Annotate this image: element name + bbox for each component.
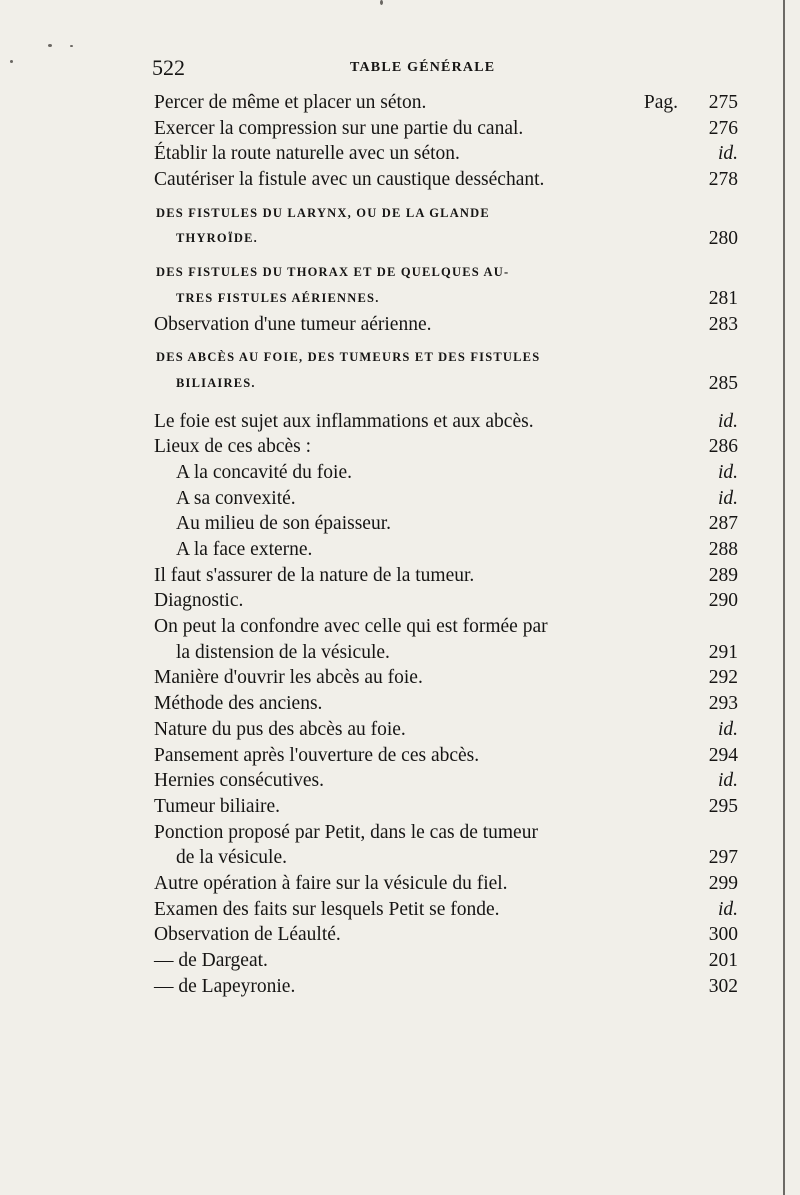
index-entry <box>154 922 738 948</box>
entry-page: 294 <box>708 744 738 766</box>
index-entry <box>154 691 738 717</box>
entry-text: la distension de la vésicule. <box>176 641 390 663</box>
section-heading <box>154 345 738 371</box>
entry-text: Observation d'une tumeur aérienne. <box>154 313 432 335</box>
index-entry <box>154 563 738 589</box>
entry-page: 299 <box>708 872 738 894</box>
entry-page: 297 <box>708 847 738 869</box>
index-entry <box>154 409 738 435</box>
entry-page: 289 <box>708 564 738 586</box>
entry-text: Diagnostic. <box>154 590 244 612</box>
ink-speck <box>70 45 73 47</box>
entry-page: id. <box>717 461 738 483</box>
entry-text: Manière d'ouvrir les abcès au foie. <box>154 667 423 689</box>
index-subentry <box>154 486 738 512</box>
index-entry <box>154 116 738 142</box>
entry-page: id. <box>717 143 738 165</box>
section-heading-text: DES ABCÈS AU FOIE, DES TUMEURS ET DES FISTULES <box>156 350 541 365</box>
index-entry <box>154 434 738 460</box>
index-entry <box>154 90 738 116</box>
index-entry <box>154 794 738 820</box>
entry-text: Le foie est sujet aux inflammations et aux abcès. <box>154 410 534 432</box>
running-title: TABLE GÉNÉRALE <box>350 60 496 75</box>
index-subentry <box>154 537 738 563</box>
index-entry <box>154 588 738 614</box>
entry-page: id. <box>717 487 738 509</box>
index-entry <box>154 141 738 167</box>
index-entry <box>154 974 738 1000</box>
entry-text: Hernies consécutives. <box>154 770 325 792</box>
page-header <box>152 55 712 81</box>
entry-page: 275 <box>708 92 738 113</box>
entry-page: 295 <box>708 795 738 817</box>
entry-text: Au milieu de son épaisseur. <box>176 513 392 535</box>
ink-speck <box>48 44 52 47</box>
entry-text: Examen des faits sur lesquels Petit se fonde. <box>154 898 500 920</box>
index-entry-continuation <box>154 845 738 871</box>
entry-text: Autre opération à faire sur la vésicule du fiel. <box>154 872 508 894</box>
entry-page: 285 <box>708 372 738 394</box>
section-heading <box>154 286 738 312</box>
entry-text: Établir la route naturelle avec un séton. <box>154 143 460 165</box>
entry-page: 281 <box>708 287 738 309</box>
index-entry <box>154 743 738 769</box>
index-entry <box>154 820 738 846</box>
ink-speck <box>10 60 13 63</box>
section-heading <box>154 371 738 397</box>
entry-page: 300 <box>708 924 738 946</box>
index-entry <box>154 768 738 794</box>
section-heading <box>154 260 738 286</box>
index-entry <box>154 948 738 974</box>
entry-page: 287 <box>708 513 738 535</box>
page-number: 522 <box>152 55 185 80</box>
entry-page: 302 <box>708 975 738 997</box>
entry-page: 291 <box>708 641 738 663</box>
entry-page: 292 <box>708 667 738 689</box>
pag-label: Pag. <box>643 92 678 113</box>
entry-page: 283 <box>708 313 738 335</box>
section-heading-text: DES FISTULES DU LARYNX, OU DE LA GLANDE <box>156 205 490 220</box>
index-entry <box>154 614 738 640</box>
entry-text: Percer de même et placer un séton. <box>154 92 427 113</box>
entry-page: 293 <box>708 693 738 715</box>
entry-text: Lieux de ces abcès : <box>154 436 312 458</box>
entry-text: — de Lapeyronie. <box>154 975 296 997</box>
entry-page: 290 <box>708 590 738 612</box>
ink-speck <box>380 0 383 5</box>
entry-text: Tumeur biliaire. <box>154 795 281 817</box>
entry-text: Ponction proposé par Petit, dans le cas de tumeur <box>154 821 538 843</box>
page-edge-rule <box>783 0 785 1195</box>
entry-text: On peut la confondre avec celle qui est formée par <box>154 616 548 638</box>
index-entry <box>154 717 738 743</box>
entry-page: 280 <box>708 228 738 250</box>
index-subentry <box>154 460 738 486</box>
entry-page: id. <box>717 718 738 740</box>
entry-text: Méthode des anciens. <box>154 693 323 715</box>
entry-page: 276 <box>708 117 738 139</box>
entry-page: 288 <box>708 539 738 560</box>
entry-text: de la vésicule. <box>176 847 287 869</box>
index-entry <box>154 897 738 923</box>
entry-text: Observation de Léaulté. <box>154 924 341 946</box>
entry-text: — de Dargeat. <box>154 950 268 971</box>
entry-page: 278 <box>708 169 738 191</box>
index-subentry <box>154 511 738 537</box>
section-heading-text: TRES FISTULES AÉRIENNES. <box>176 290 380 305</box>
entry-page: 286 <box>708 436 738 458</box>
index-entry <box>154 871 738 897</box>
entry-text: A la concavité du foie. <box>176 461 352 483</box>
entry-page: id. <box>717 898 738 920</box>
section-heading <box>154 201 738 227</box>
entry-text: Cautériser la fistule avec un caustique desséchant. <box>154 169 545 191</box>
index-entry <box>154 312 738 338</box>
entry-page: 201 <box>708 950 738 971</box>
index-entry-continuation <box>154 640 738 666</box>
entry-text: A la face externe. <box>176 539 313 560</box>
entry-text: Exercer la compression sur une partie du canal. <box>154 117 524 139</box>
entry-text: A sa convexité. <box>176 487 296 509</box>
index-entry <box>154 167 738 193</box>
entry-page: id. <box>717 770 738 792</box>
index-entry <box>154 665 738 691</box>
index-entries <box>154 90 738 999</box>
section-heading-text: BILIAIRES. <box>176 375 256 390</box>
entry-page: id. <box>717 410 738 432</box>
section-heading <box>154 226 738 252</box>
entry-text: Il faut s'assurer de la nature de la tumeur. <box>154 564 475 586</box>
entry-text: Pansement après l'ouverture de ces abcès. <box>154 744 480 766</box>
entry-text: Nature du pus des abcès au foie. <box>154 718 406 740</box>
section-heading-text: DES FISTULES DU THORAX ET DE QUELQUES AU- <box>156 265 510 280</box>
section-heading-text: THYROÏDE. <box>176 231 258 246</box>
